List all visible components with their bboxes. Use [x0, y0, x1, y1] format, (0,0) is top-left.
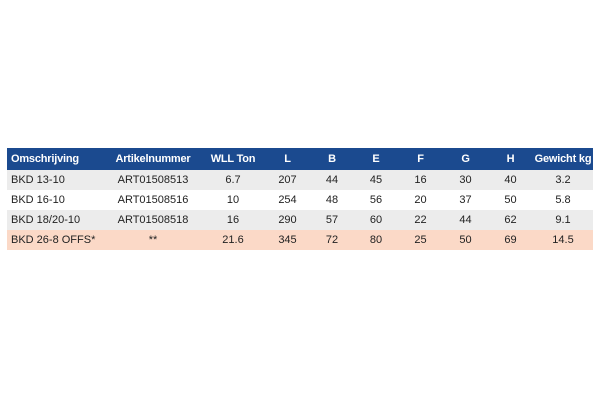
header-l: L: [284, 153, 291, 165]
header-e: E: [372, 153, 380, 165]
cell-omschrijving: BKD 26-8 OFFS*: [11, 234, 96, 246]
header-h: H: [506, 153, 515, 165]
cell-f: 16: [414, 174, 427, 186]
table-header-row: [7, 148, 593, 170]
cell-wll-ton: 10: [226, 194, 240, 206]
cell-wll-ton: 21.6: [222, 234, 244, 246]
cell-artikelnummer: ART01508516: [117, 194, 189, 206]
cell-h: 40: [504, 174, 517, 186]
cell-b: 48: [325, 194, 339, 206]
cell-l: 290: [278, 214, 297, 226]
cell-b: 44: [325, 174, 339, 186]
table-row: [7, 210, 593, 230]
cell-artikelnummer: **: [148, 234, 158, 246]
header-f: F: [417, 153, 424, 165]
cell-g: 50: [459, 234, 472, 246]
cell-wll-ton: 16: [226, 214, 240, 226]
cell-f: 20: [414, 194, 427, 206]
cell-omschrijving: BKD 16-10: [11, 194, 65, 206]
cell-e: 80: [369, 234, 383, 246]
cell-l: 345: [278, 234, 297, 246]
cell-artikelnummer: ART01508513: [117, 174, 189, 186]
header-omschrijving: Omschrijving: [11, 153, 79, 165]
cell-omschrijving: BKD 13-10: [11, 174, 65, 186]
header-gewicht-kg: Gewicht kg: [534, 153, 592, 165]
cell-b: 72: [325, 234, 339, 246]
cell-gewicht-kg: 9.1: [555, 214, 571, 226]
cell-artikelnummer: ART01508518: [117, 214, 189, 226]
cell-e: 60: [369, 214, 383, 226]
cell-g: 44: [459, 214, 472, 226]
cell-gewicht-kg: 5.8: [555, 194, 571, 206]
header-artikelnummer: Artikelnummer: [115, 153, 191, 165]
header-b: B: [328, 153, 336, 165]
cell-h: 50: [504, 194, 517, 206]
cell-g: 30: [459, 174, 472, 186]
table-row: [7, 190, 593, 210]
specification-table: [7, 148, 593, 250]
cell-f: 22: [414, 214, 427, 226]
cell-e: 45: [369, 174, 383, 186]
cell-l: 254: [278, 194, 297, 206]
header-wll-ton: WLL Ton: [210, 153, 256, 165]
table-row: [7, 170, 593, 190]
cell-omschrijving: BKD 18/20-10: [11, 214, 81, 226]
cell-f: 25: [414, 234, 427, 246]
cell-g: 37: [459, 194, 472, 206]
cell-b: 57: [325, 214, 339, 226]
cell-e: 56: [369, 194, 383, 206]
header-g: G: [461, 153, 470, 165]
cell-gewicht-kg: 3.2: [555, 174, 571, 186]
table-row-highlighted: [7, 230, 593, 250]
cell-gewicht-kg: 14.5: [552, 234, 574, 246]
cell-wll-ton: 6.7: [225, 174, 241, 186]
cell-h: 69: [504, 234, 517, 246]
cell-l: 207: [278, 174, 297, 186]
cell-h: 62: [504, 214, 517, 226]
